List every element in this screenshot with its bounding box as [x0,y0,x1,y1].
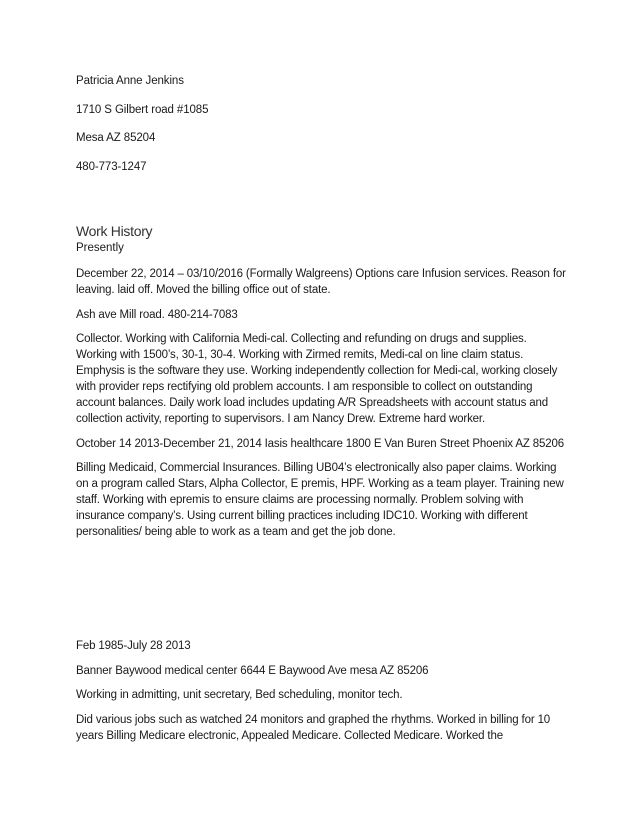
job-description-banner: Did various jobs such as watched 24 monitors and graphed the rhythms. Worked in billing for 10 years Billing Medicare electronic, Appealed Medicare. Collected Medicare. Worked the [76,713,551,742]
work-history-section-continued [76,638,566,752]
job-dates-banner: Feb 1985-July 28 2013 [76,640,191,652]
job-roles-banner: Working in admitting, unit secretary, Bed scheduling, monitor tech. [76,689,403,701]
work-history-section [76,223,566,549]
contact-phone: 480-773-1247 [76,160,147,173]
work-history-heading: Work History [76,223,153,239]
job-description-collector: Collector. Working with California Medi-cal. Collecting and refunding on drugs and supplies. Working with 1500’s, 30-1, 30-4. Working with Zirmed remits, Medi-cal on line claim status. Emphysis is the software they use. Working independently collection for Medi-cal, working closely with provider reps rectifying old problem accounts. I am responsible to collect on outstanding account balances. Daily work load includes updating A/R Spreadsheets with account status and collection activity, reporting to supervisors. I am Nancy Drew. Extreme hard worker. [76,333,558,425]
job-employer-banner: Banner Baywood medical center 6644 E Baywood Ave mesa AZ 85206 [76,664,429,677]
contact-name: Patricia Anne Jenkins [76,75,184,87]
contact-block [76,74,576,188]
contact-address: 1710 S Gilbert road #1085 [76,103,209,116]
job-dates-options-care: December 22, 2014 – 03/10/2016 (Formally Walgreens) Options care Infusion services. Reason for leaving. laid off. Moved the billing office out of state. [76,268,566,296]
job-dates-iasis: October 14 2013-December 21, 2014 Iasis healthcare 1800 E Van Buren Street Phoenix AZ 85206 [76,437,564,450]
contact-city: Mesa AZ 85204 [76,132,156,144]
work-history-subheading: Presently [76,242,124,254]
job-description-iasis: Billing Medicaid, Commercial Insurances. Billing UB04’s electronically also paper claims. Working on a program called Stars, Alpha Collector, E premis, HPF. Working as a team player. Training new staff. Working with epremis to ensure claims are processing normally. Problem solving with insurance company’s. Using current billing practices including IDC10. Working with different personalities/ being able to work as a team and get the job done. [76,462,564,538]
job-address-options-care: Ash ave Mill road. 480-214-7083 [76,308,238,321]
